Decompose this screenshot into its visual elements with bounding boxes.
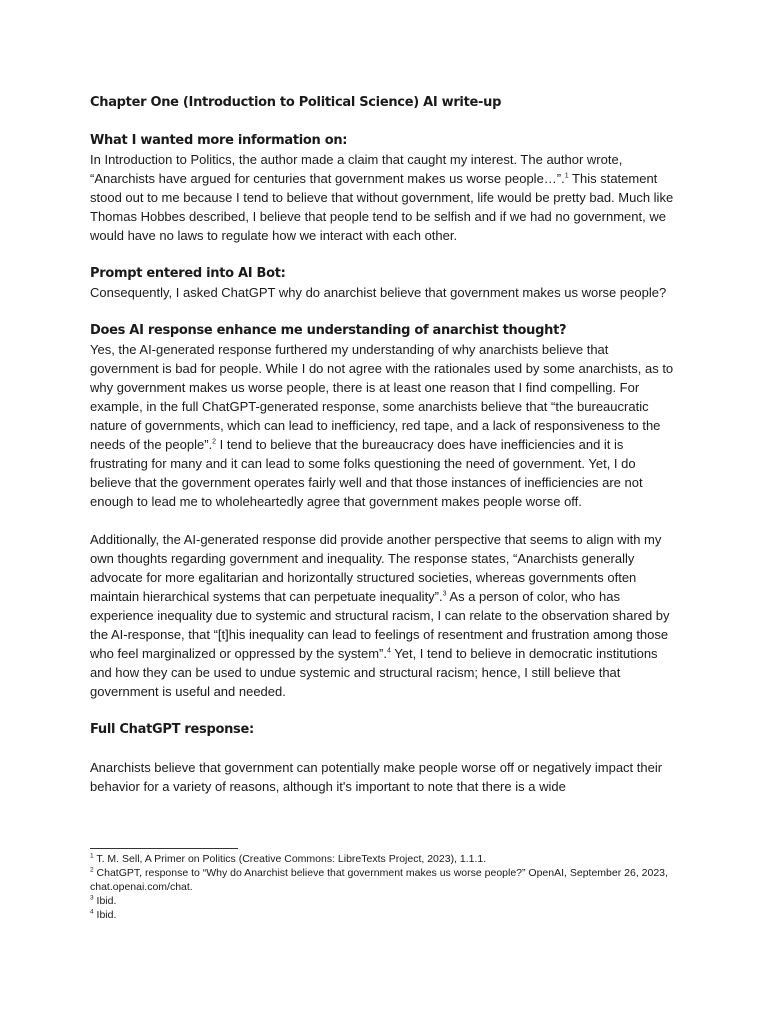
paragraph-full-response: Anarchists believe that government can potentially make people worse off or negatively impact their behavior for a variety of reasons, although it's important to note that there is a wide — [90, 760, 663, 794]
section-heading-more-info: What I wanted more information on: — [90, 133, 348, 148]
paragraph-prompt: Consequently, I asked ChatGPT why do anarchist believe that government makes us worse people? — [90, 285, 667, 300]
footnote-separator — [90, 848, 238, 849]
footnote-ref-4[interactable]: 4 — [386, 647, 391, 655]
document-title: Chapter One (Introduction to Political Science) AI write-up — [90, 95, 502, 110]
paragraph-more-info: In Introduction to Politics, the author made a claim that caught my interest. The author wrote, “Anarchists have argued for centuries that government makes us worse people…”.$^1$ This statement stood out to me because I tend to believe that without government, life would be pretty bad. Much like Thomas Hobbes described, I believe that people tend to be selfish and if we had no government, we would have no laws to regulate how we interact with each other. — [90, 152, 674, 243]
paragraph-enhance-2: Additionally, the AI-generated response did provide another perspective that seems to align with my own thoughts regarding government and inequality. The response states, “Anarchists generally advocate for more egalitarian and horizontally structured societies, whereas governments often maintain hierarchical systems that can perpetuate inequality”.$^3$ As a person of color, who has experience inequality due to systemic and structural racism, I can relate to the observation shared by the AI-response, that “[t]his inequality can lead to feelings of resentment and frustration among those who feel marginalized or oppressed by the system”.$^4$ Yet, I tend to believe in democratic institutions and how they can be used to undue systemic and structural racism; hence, I still believe that government is useful and needed. — [90, 532, 670, 699]
footnote-3: $^3$ Ibid. — [90, 894, 117, 907]
footnotes — [90, 852, 680, 922]
footnote-1: $^1$ T. M. Sell, A Primer on Politics (Creative Commons: LibreTexts Project, 2023), 1.1.1. — [90, 852, 487, 865]
footnote-ref-2[interactable]: 2 — [212, 438, 217, 446]
footnote-2: $^2$ ChatGPT, response to “Why do Anarchist believe that government makes us worse people?” OpenAI, September 26, 2023, chat.openai.com/chat. — [90, 866, 668, 893]
section-heading-prompt: Prompt entered into AI Bot: — [90, 266, 286, 281]
paragraph-enhance-1: Yes, the AI-generated response furthered my understanding of why anarchists believe that government is bad for people. While I do not agree with the rationales used by some anarchists, as to why government makes us worse people, there is at least one reason that I find compelling. For example, in the full ChatGPT-generated response, some anarchists believe that “the bureaucratic nature of governments, which can lead to inefficiency, red tape, and a lack of responsiveness to the needs of the people”.$^2$ I tend to believe that the bureaucracy does have inefficiencies and it is frustrating for many and it can lead to some folks questioning the need of government. Yet, I do believe that the government operates fairly well and that those instances of inefficiencies are not enough to lead me to wholeheartedly agree that government makes people worse off. — [90, 342, 674, 509]
footnote-ref-1[interactable]: 1 — [564, 172, 569, 180]
footnote-4: $^4$ Ibid. — [90, 908, 117, 921]
section-heading-full-response: Full ChatGPT response: — [90, 722, 254, 737]
document-body — [90, 93, 680, 796]
section-heading-enhance: Does AI response enhance me understanding of anarchist thought? — [90, 323, 567, 338]
footnote-ref-3[interactable]: 3 — [442, 590, 447, 598]
